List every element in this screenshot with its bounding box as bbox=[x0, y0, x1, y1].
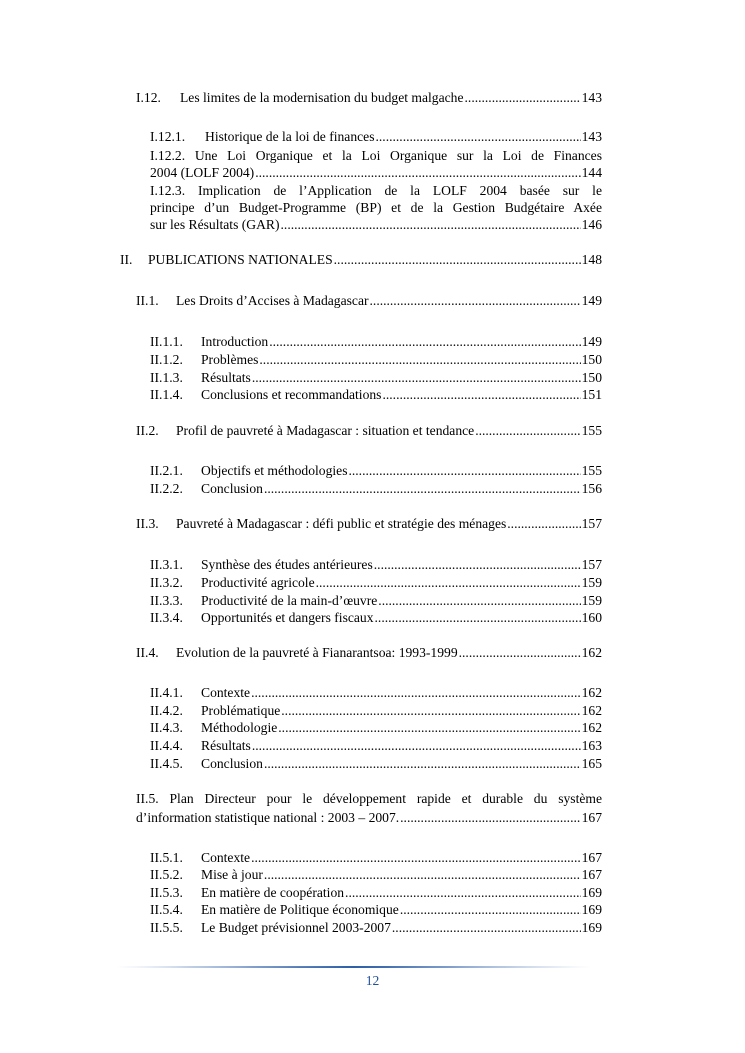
toc-number: II.2.1. bbox=[150, 463, 183, 478]
toc-number: II.5.3. bbox=[150, 885, 183, 900]
toc-page-number: 157 bbox=[581, 557, 602, 572]
toc-leader-dots bbox=[259, 351, 580, 369]
toc-number: II.1.4. bbox=[150, 387, 183, 402]
toc-leader-dots bbox=[252, 737, 581, 755]
toc-leader-dots bbox=[392, 919, 581, 937]
toc-title: sur les Résultats (GAR) bbox=[150, 217, 280, 233]
toc-leader-dots bbox=[345, 884, 581, 902]
toc-title: Problématique bbox=[201, 703, 281, 718]
toc-leader-dots bbox=[465, 89, 581, 107]
toc-leader-dots bbox=[459, 644, 581, 662]
toc-entry-ii3-1[interactable] bbox=[150, 556, 602, 574]
toc-entry-ii1-3[interactable] bbox=[150, 369, 602, 387]
toc-number: II.1.1. bbox=[150, 334, 183, 349]
toc-title: Méthodologie bbox=[201, 720, 278, 735]
toc-page-number: 167 bbox=[581, 850, 602, 865]
toc-title: Opportunités et dangers fiscaux bbox=[201, 610, 374, 625]
toc-title: Mise à jour bbox=[201, 867, 263, 882]
toc-page-number: 155 bbox=[581, 423, 602, 438]
toc-number: II.1.3. bbox=[150, 370, 183, 385]
toc-page-number: 159 bbox=[581, 575, 602, 590]
toc-title: Les limites de la modernisation du budget malgache bbox=[180, 90, 464, 105]
toc-page-number: 159 bbox=[581, 593, 602, 608]
toc-title: Objectifs et méthodologies bbox=[201, 463, 348, 478]
toc-page-number: 169 bbox=[581, 885, 602, 900]
toc-entry-ii4[interactable] bbox=[136, 644, 602, 662]
toc-entry-ii5-1[interactable] bbox=[150, 849, 602, 867]
toc-leader-dots bbox=[376, 128, 581, 146]
footer-divider-line bbox=[116, 965, 592, 969]
toc-entry-i12-2[interactable] bbox=[150, 147, 602, 181]
toc-title: Productivité agricole bbox=[201, 575, 315, 590]
toc-page-number: 143 bbox=[581, 129, 602, 144]
toc-leader-dots bbox=[400, 809, 580, 828]
toc-leader-dots bbox=[251, 684, 581, 702]
toc-leader-dots bbox=[507, 515, 580, 533]
toc-number: II.2.2. bbox=[150, 481, 183, 496]
toc-number: II.4.5. bbox=[150, 756, 183, 771]
toc-entry-ii4-2[interactable] bbox=[150, 702, 602, 720]
toc-entry-i12[interactable] bbox=[136, 89, 602, 107]
toc-leader-dots bbox=[264, 866, 581, 884]
toc-entry-ii2-2[interactable] bbox=[150, 480, 602, 498]
toc-number: I.12.1. bbox=[150, 129, 186, 144]
toc-page-number: 167 bbox=[581, 809, 602, 825]
toc-page-number: 156 bbox=[581, 481, 602, 496]
toc-page-number: 169 bbox=[581, 920, 602, 935]
toc-entry-i12-1[interactable] bbox=[150, 128, 602, 146]
toc-entry-ii2-1[interactable] bbox=[150, 462, 602, 480]
toc-number: II.5.2. bbox=[150, 867, 183, 882]
toc-number: II.5. bbox=[136, 791, 159, 806]
toc-number: I.12. bbox=[136, 90, 161, 105]
toc-page-number: 167 bbox=[581, 867, 602, 882]
toc-title: 2004 (LOLF 2004) bbox=[150, 165, 255, 181]
toc-title: Historique de la loi de finances bbox=[205, 129, 375, 144]
toc-title: Problèmes bbox=[201, 352, 259, 367]
toc-title: Profil de pauvreté à Madagascar : situation et tendance bbox=[176, 423, 475, 438]
toc-title: Conclusion bbox=[201, 481, 263, 496]
toc-title: Introduction bbox=[201, 334, 269, 349]
toc-page-number: 150 bbox=[581, 370, 602, 385]
toc-number: II. bbox=[120, 252, 133, 267]
toc-page-number: 151 bbox=[581, 387, 602, 402]
toc-entry-ii5-5[interactable] bbox=[150, 919, 602, 937]
toc-title: Les Droits d’Accises à Madagascar bbox=[176, 293, 369, 308]
toc-leader-dots bbox=[370, 292, 581, 310]
toc-title: Pauvreté à Madagascar : défi public et stratégie des ménages bbox=[176, 516, 507, 531]
toc-entry-i12-3[interactable] bbox=[150, 182, 602, 234]
toc-page-number: 155 bbox=[581, 463, 602, 478]
toc-leader-dots bbox=[378, 592, 580, 610]
toc-leader-dots bbox=[251, 849, 581, 867]
toc-title: En matière de Politique économique bbox=[201, 902, 399, 917]
toc-number: II.3.3. bbox=[150, 593, 183, 608]
toc-leader-dots bbox=[374, 556, 581, 574]
toc-entry-ii1[interactable] bbox=[136, 292, 602, 310]
toc-entry-ii4-4[interactable] bbox=[150, 737, 602, 755]
toc-entry-ii5-2[interactable] bbox=[150, 866, 602, 884]
toc-number: I.12.2. bbox=[150, 148, 186, 163]
toc-title: Résultats bbox=[201, 370, 251, 385]
toc-page-number: 149 bbox=[581, 293, 602, 308]
toc-number: II.4. bbox=[136, 645, 159, 660]
toc-leader-dots bbox=[375, 609, 581, 627]
toc-number: II.3. bbox=[136, 516, 159, 531]
toc-leader-dots bbox=[281, 216, 581, 233]
toc-title: Plan Directeur pour le développement rapide et durable du système bbox=[169, 791, 602, 806]
toc-leader-dots bbox=[264, 755, 581, 773]
toc-number: I.12.3. bbox=[150, 183, 186, 198]
toc-title-line bbox=[136, 790, 602, 809]
page-number: 12 bbox=[365, 973, 380, 988]
toc-entry-ii4-1[interactable] bbox=[150, 684, 602, 702]
toc-page-number: 150 bbox=[581, 352, 602, 367]
toc-page-number: 163 bbox=[581, 738, 602, 753]
toc-entry-ii1-2[interactable] bbox=[150, 351, 602, 369]
toc-title: Evolution de la pauvreté à Fianarantsoa: 1993-1999 bbox=[176, 645, 458, 660]
toc-title: Productivité de la main-d’œuvre bbox=[201, 593, 378, 608]
toc-number: II.5.4. bbox=[150, 902, 183, 917]
toc-title: Une Loi Organique et la Loi Organique sur la Loi de Finances bbox=[194, 148, 602, 163]
toc-title-line bbox=[150, 182, 602, 199]
toc-leader-dots bbox=[475, 422, 580, 440]
toc-title: Implication de l’Application de la LOLF 2004 basée sur le bbox=[197, 183, 602, 198]
toc-page-number: 157 bbox=[581, 516, 602, 531]
toc-entry-ii[interactable] bbox=[120, 251, 602, 269]
toc-leader-dots bbox=[252, 369, 581, 387]
toc-number: II.3.4. bbox=[150, 610, 183, 625]
toc-number: II.1. bbox=[136, 293, 159, 308]
toc-title-line bbox=[150, 147, 602, 164]
toc-title: Conclusion bbox=[201, 756, 263, 771]
toc-page-number: 160 bbox=[581, 610, 602, 625]
toc-entry-ii1-4[interactable] bbox=[150, 386, 602, 404]
toc-entry-ii3-2[interactable] bbox=[150, 574, 602, 592]
toc-title: Contexte bbox=[201, 850, 251, 865]
toc-number: II.4.3. bbox=[150, 720, 183, 735]
toc-title: En matière de coopération bbox=[201, 885, 345, 900]
toc-entry-ii3-4[interactable] bbox=[150, 609, 602, 627]
toc-page-number: 162 bbox=[581, 703, 602, 718]
toc-entry-ii3-3[interactable] bbox=[150, 592, 602, 610]
toc-number: II.4.4. bbox=[150, 738, 183, 753]
toc-number: II.3.1. bbox=[150, 557, 183, 572]
toc-number: II.5.1. bbox=[150, 850, 183, 865]
toc-number: II.2. bbox=[136, 423, 159, 438]
toc-page-number: 162 bbox=[581, 685, 602, 700]
toc-entry-ii5[interactable] bbox=[136, 790, 602, 827]
toc-entry-ii4-5[interactable] bbox=[150, 755, 602, 773]
toc-leader-dots bbox=[278, 719, 580, 737]
toc-page-number: 146 bbox=[581, 217, 602, 233]
toc-page-number: 143 bbox=[581, 90, 602, 105]
toc-title: principe d’un Budget-Programme (BP) et de la Gestion Budgétaire Axée bbox=[150, 200, 602, 216]
toc-title: d’information statistique national : 2003 – 2007. bbox=[136, 809, 400, 825]
toc-page-number: 162 bbox=[581, 645, 602, 660]
toc-number: II.1.2. bbox=[150, 352, 183, 367]
toc-entry-ii1-1[interactable] bbox=[150, 333, 602, 351]
toc-leader-dots bbox=[281, 702, 580, 720]
toc-title: Synthèse des études antérieures bbox=[201, 557, 373, 572]
toc-leader-dots bbox=[348, 462, 580, 480]
toc-entry-ii3[interactable] bbox=[136, 515, 602, 533]
toc-page-number: 144 bbox=[581, 165, 602, 181]
toc-number: II.4.2. bbox=[150, 703, 183, 718]
toc-title: Résultats bbox=[201, 738, 251, 753]
toc-page-number: 148 bbox=[581, 252, 602, 267]
toc-title: PUBLICATIONS NATIONALES bbox=[148, 252, 333, 267]
toc-leader-dots bbox=[400, 901, 581, 919]
toc-entry-ii5-3[interactable] bbox=[150, 884, 602, 902]
toc-leader-dots bbox=[316, 574, 581, 592]
toc-page-number: 162 bbox=[581, 720, 602, 735]
toc-page-number: 149 bbox=[581, 334, 602, 349]
toc-number: II.5.5. bbox=[150, 920, 183, 935]
toc-entry-ii5-4[interactable] bbox=[150, 901, 602, 919]
toc-leader-dots bbox=[264, 480, 581, 498]
toc-title-line bbox=[150, 199, 602, 216]
toc-title: Contexte bbox=[201, 685, 251, 700]
toc-page-number: 165 bbox=[581, 756, 602, 771]
toc-leader-dots bbox=[382, 386, 580, 404]
toc-entry-ii4-3[interactable] bbox=[150, 719, 602, 737]
toc-leader-dots bbox=[334, 251, 581, 269]
toc-leader-dots bbox=[255, 164, 580, 181]
toc-title: Le Budget prévisionnel 2003-2007 bbox=[201, 920, 391, 935]
toc-number: II.4.1. bbox=[150, 685, 183, 700]
toc-leader-dots bbox=[269, 333, 580, 351]
toc-entry-ii2[interactable] bbox=[136, 422, 602, 440]
toc-title: Conclusions et recommandations bbox=[201, 387, 382, 402]
toc-page-number: 169 bbox=[581, 902, 602, 917]
toc-number: II.3.2. bbox=[150, 575, 183, 590]
